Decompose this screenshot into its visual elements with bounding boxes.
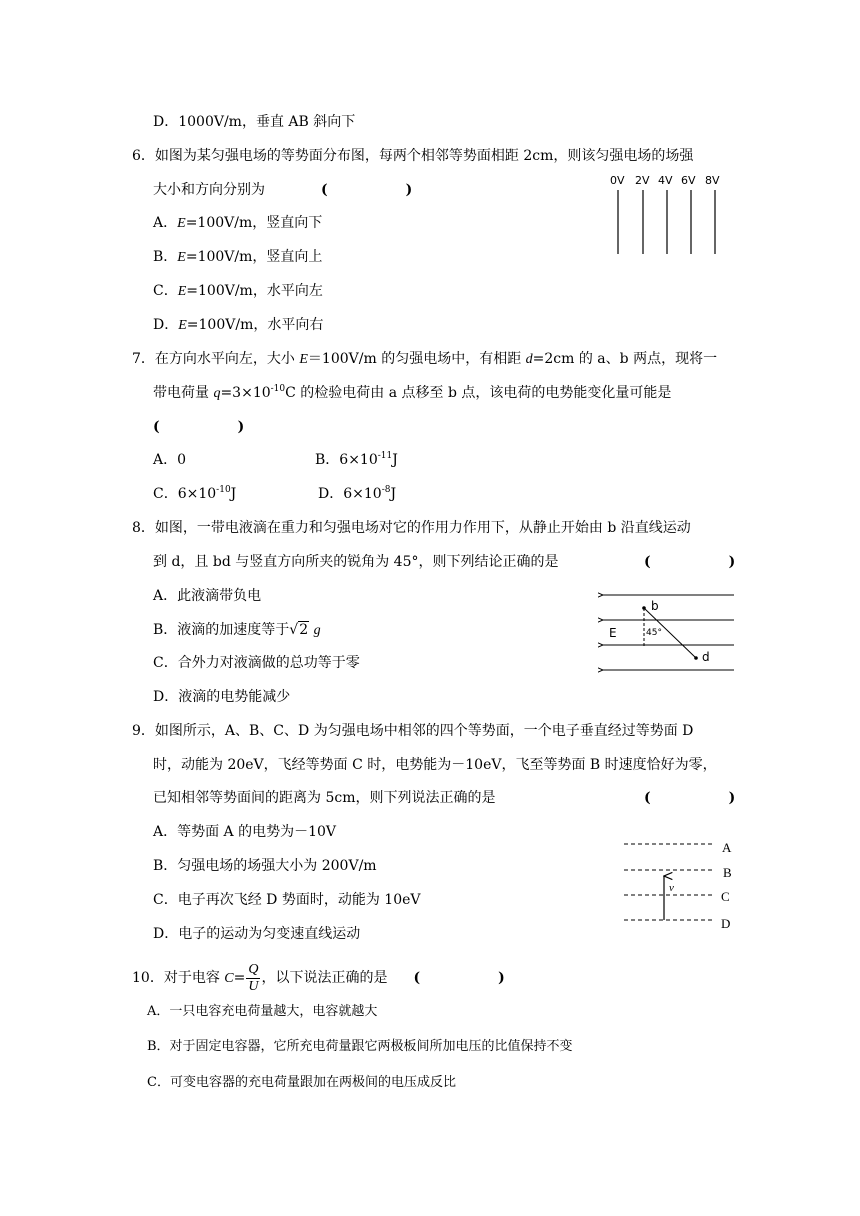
sqrt-symbol: √	[289, 622, 299, 638]
q6-option-a	[153, 213, 322, 234]
q6-label-3: 6V	[681, 174, 696, 187]
q10-answer-paren: ( )	[413, 970, 505, 986]
q6-option-d-text: =100V/m，水平向右	[186, 317, 324, 333]
q7-option-d-base: D．6×10	[318, 486, 382, 502]
q9-velocity-label: v	[669, 882, 674, 894]
q8-field-figure	[598, 586, 738, 682]
q7-option-c	[153, 484, 236, 504]
q6-label-4: 8V	[705, 174, 720, 187]
q8-stem-text: 到 d，且 bd 与竖直方向所夹的锐角为 45°，则下列结论正确的是	[153, 554, 559, 570]
q6-equipotential-figure	[605, 168, 735, 262]
q6-option-a-text: =100V/m，竖直向下	[185, 215, 323, 231]
q7-var-q: q	[213, 386, 221, 401]
q6-option-a-var: E	[177, 216, 186, 231]
q10-text-pre: 10．对于电容	[132, 970, 225, 986]
q7-exponent: -10	[270, 384, 286, 394]
q7-option-c-unit: J	[230, 486, 237, 502]
q6-option-b	[153, 247, 322, 268]
q5-option-d: D．1000V/m，垂直 AB 斜向下	[153, 114, 356, 130]
q7-option-d-exp: -8	[381, 485, 391, 495]
q8-point-b	[642, 606, 646, 610]
q10-numerator: Q	[248, 961, 259, 977]
q7-option-b-unit: J	[392, 452, 398, 468]
q8-label-d: d	[702, 650, 710, 664]
q9-stem-line3: 已知相邻等势面间的距离为 5cm，则下列说法正确的是	[153, 790, 496, 806]
q7-text-a: 7．在方向水平向左，大小	[132, 351, 300, 367]
q10-stem	[132, 960, 505, 997]
q9-option-c: C．电子再次飞经 D 势面时，动能为 10eV	[153, 892, 421, 908]
q8-option-d: D．液滴的电势能减少	[153, 689, 291, 705]
q8-point-d	[694, 656, 698, 660]
q6-label-1: 2V	[635, 174, 650, 187]
q6-option-d-var: E	[178, 318, 187, 333]
q6-stem-line2	[153, 180, 412, 200]
q6-label-0: 0V	[610, 174, 625, 187]
q6-option-c-text: =100V/m，水平向左	[186, 283, 323, 299]
q9-stem-line2: 时，动能为 20eV，飞经等势面 C 时，电势能为－10eV，飞至等势面 B 时速度恰好为零，	[153, 757, 717, 773]
q7-text-d: 带电荷量	[153, 385, 214, 401]
q8-option-b-g: g	[313, 623, 321, 638]
q9-label-c: C	[721, 889, 730, 904]
q7-option-b	[315, 450, 398, 470]
q9-answer-paren: ( )	[644, 790, 736, 806]
q6-option-b-label: B．	[153, 249, 178, 265]
q7-option-d	[318, 484, 396, 504]
q10-option-a: A．一只电容充电荷量越大，电容就越大	[147, 1004, 378, 1019]
q10-var-c: C	[224, 971, 234, 986]
q6-option-a-label: A．	[153, 215, 178, 231]
q8-option-b-radicand: 2	[299, 622, 309, 638]
q8-option-b	[153, 620, 321, 641]
q6-stem-text: 大小和方向分别为	[153, 182, 265, 198]
q8-label-b: b	[651, 599, 659, 613]
q10-fraction	[246, 962, 260, 995]
q8-field-label-e: E	[609, 626, 617, 640]
q6-stem-line1: 6．如图为某匀强电场的等势面分布图，每两个相邻等势面相距 2cm，则该匀强电场的场强	[132, 148, 694, 164]
q7-option-d-unit: J	[390, 486, 397, 502]
q9-stem-line1: 9．如图所示，A、B、C、D 为匀强电场中相邻的四个等势面，一个电子垂直经过等势面 D	[132, 723, 694, 739]
q8-stem-line1: 8．如图，一带电液滴在重力和匀强电场对它的作用力作用下，从静止开始由 b 沿直线运动	[132, 520, 691, 536]
q9-equipotential-figure	[620, 834, 744, 938]
q7-text-b: ＝100V/m 的匀强电场中，有相距	[307, 351, 526, 367]
q7-var-e: E	[299, 352, 308, 367]
q7-var-d: d	[525, 352, 533, 367]
q9-option-a: A．等势面 A 的电势为－10V	[153, 824, 337, 840]
q9-label-d: D	[721, 916, 731, 931]
q6-option-b-var: E	[177, 250, 186, 265]
q6-option-d	[153, 315, 323, 336]
q10-option-b: B．对于固定电容器，它所充电荷量跟它两极板间所加电压的比值保持不变	[147, 1039, 573, 1054]
q7-stem-line2	[153, 383, 671, 404]
q6-answer-paren: ( )	[321, 182, 413, 198]
q8-angle-label: 45°	[646, 628, 662, 638]
q8-option-a: A．此液滴带负电	[153, 588, 262, 604]
q6-label-2: 4V	[658, 174, 673, 187]
q9-option-b: B．匀强电场的场强大小为 200V/m	[153, 858, 377, 874]
q10-text-post: ，以下说法正确的是	[261, 970, 388, 986]
q10-denominator: U	[248, 978, 259, 994]
q7-stem-line1	[132, 349, 717, 370]
q7-text-c: =2cm 的 a、b 两点，现将一	[532, 351, 718, 367]
q6-option-c	[153, 281, 323, 302]
q10-equals: =	[233, 970, 246, 986]
q6-option-b-text: =100V/m，竖直向上	[185, 249, 323, 265]
q8-answer-paren: ( )	[644, 554, 736, 570]
q9-label-a: A	[722, 840, 732, 855]
q7-text-e: =3×10	[220, 385, 271, 401]
q7-option-c-exp: -10	[216, 485, 231, 495]
q7-option-b-exp: -11	[377, 451, 393, 461]
q9-label-b: B	[723, 865, 732, 880]
q7-option-c-base: C．6×10	[153, 486, 217, 502]
q9-option-d: D．电子的运动为匀变速直线运动	[153, 926, 361, 942]
q7-option-b-base: B．6×10	[315, 452, 378, 468]
q10-option-c: C．可变电容器的充电荷量跟加在两极间的电压成反比	[147, 1075, 456, 1090]
q8-stem-line2	[153, 552, 559, 572]
q7-answer-paren: ( )	[153, 419, 245, 435]
q6-option-d-label: D．	[153, 317, 179, 333]
q8-option-b-text: B．液滴的加速度等于	[153, 622, 290, 638]
q6-option-c-label: C．	[153, 283, 178, 299]
q7-text-f: C 的检验电荷由 a 点移至 b 点，该电荷的电势能变化量可能是	[285, 385, 672, 401]
q8-option-c: C．合外力对液滴做的总功等于零	[153, 655, 360, 671]
q7-option-a: A．0	[153, 452, 187, 468]
q6-option-c-var: E	[177, 284, 187, 299]
